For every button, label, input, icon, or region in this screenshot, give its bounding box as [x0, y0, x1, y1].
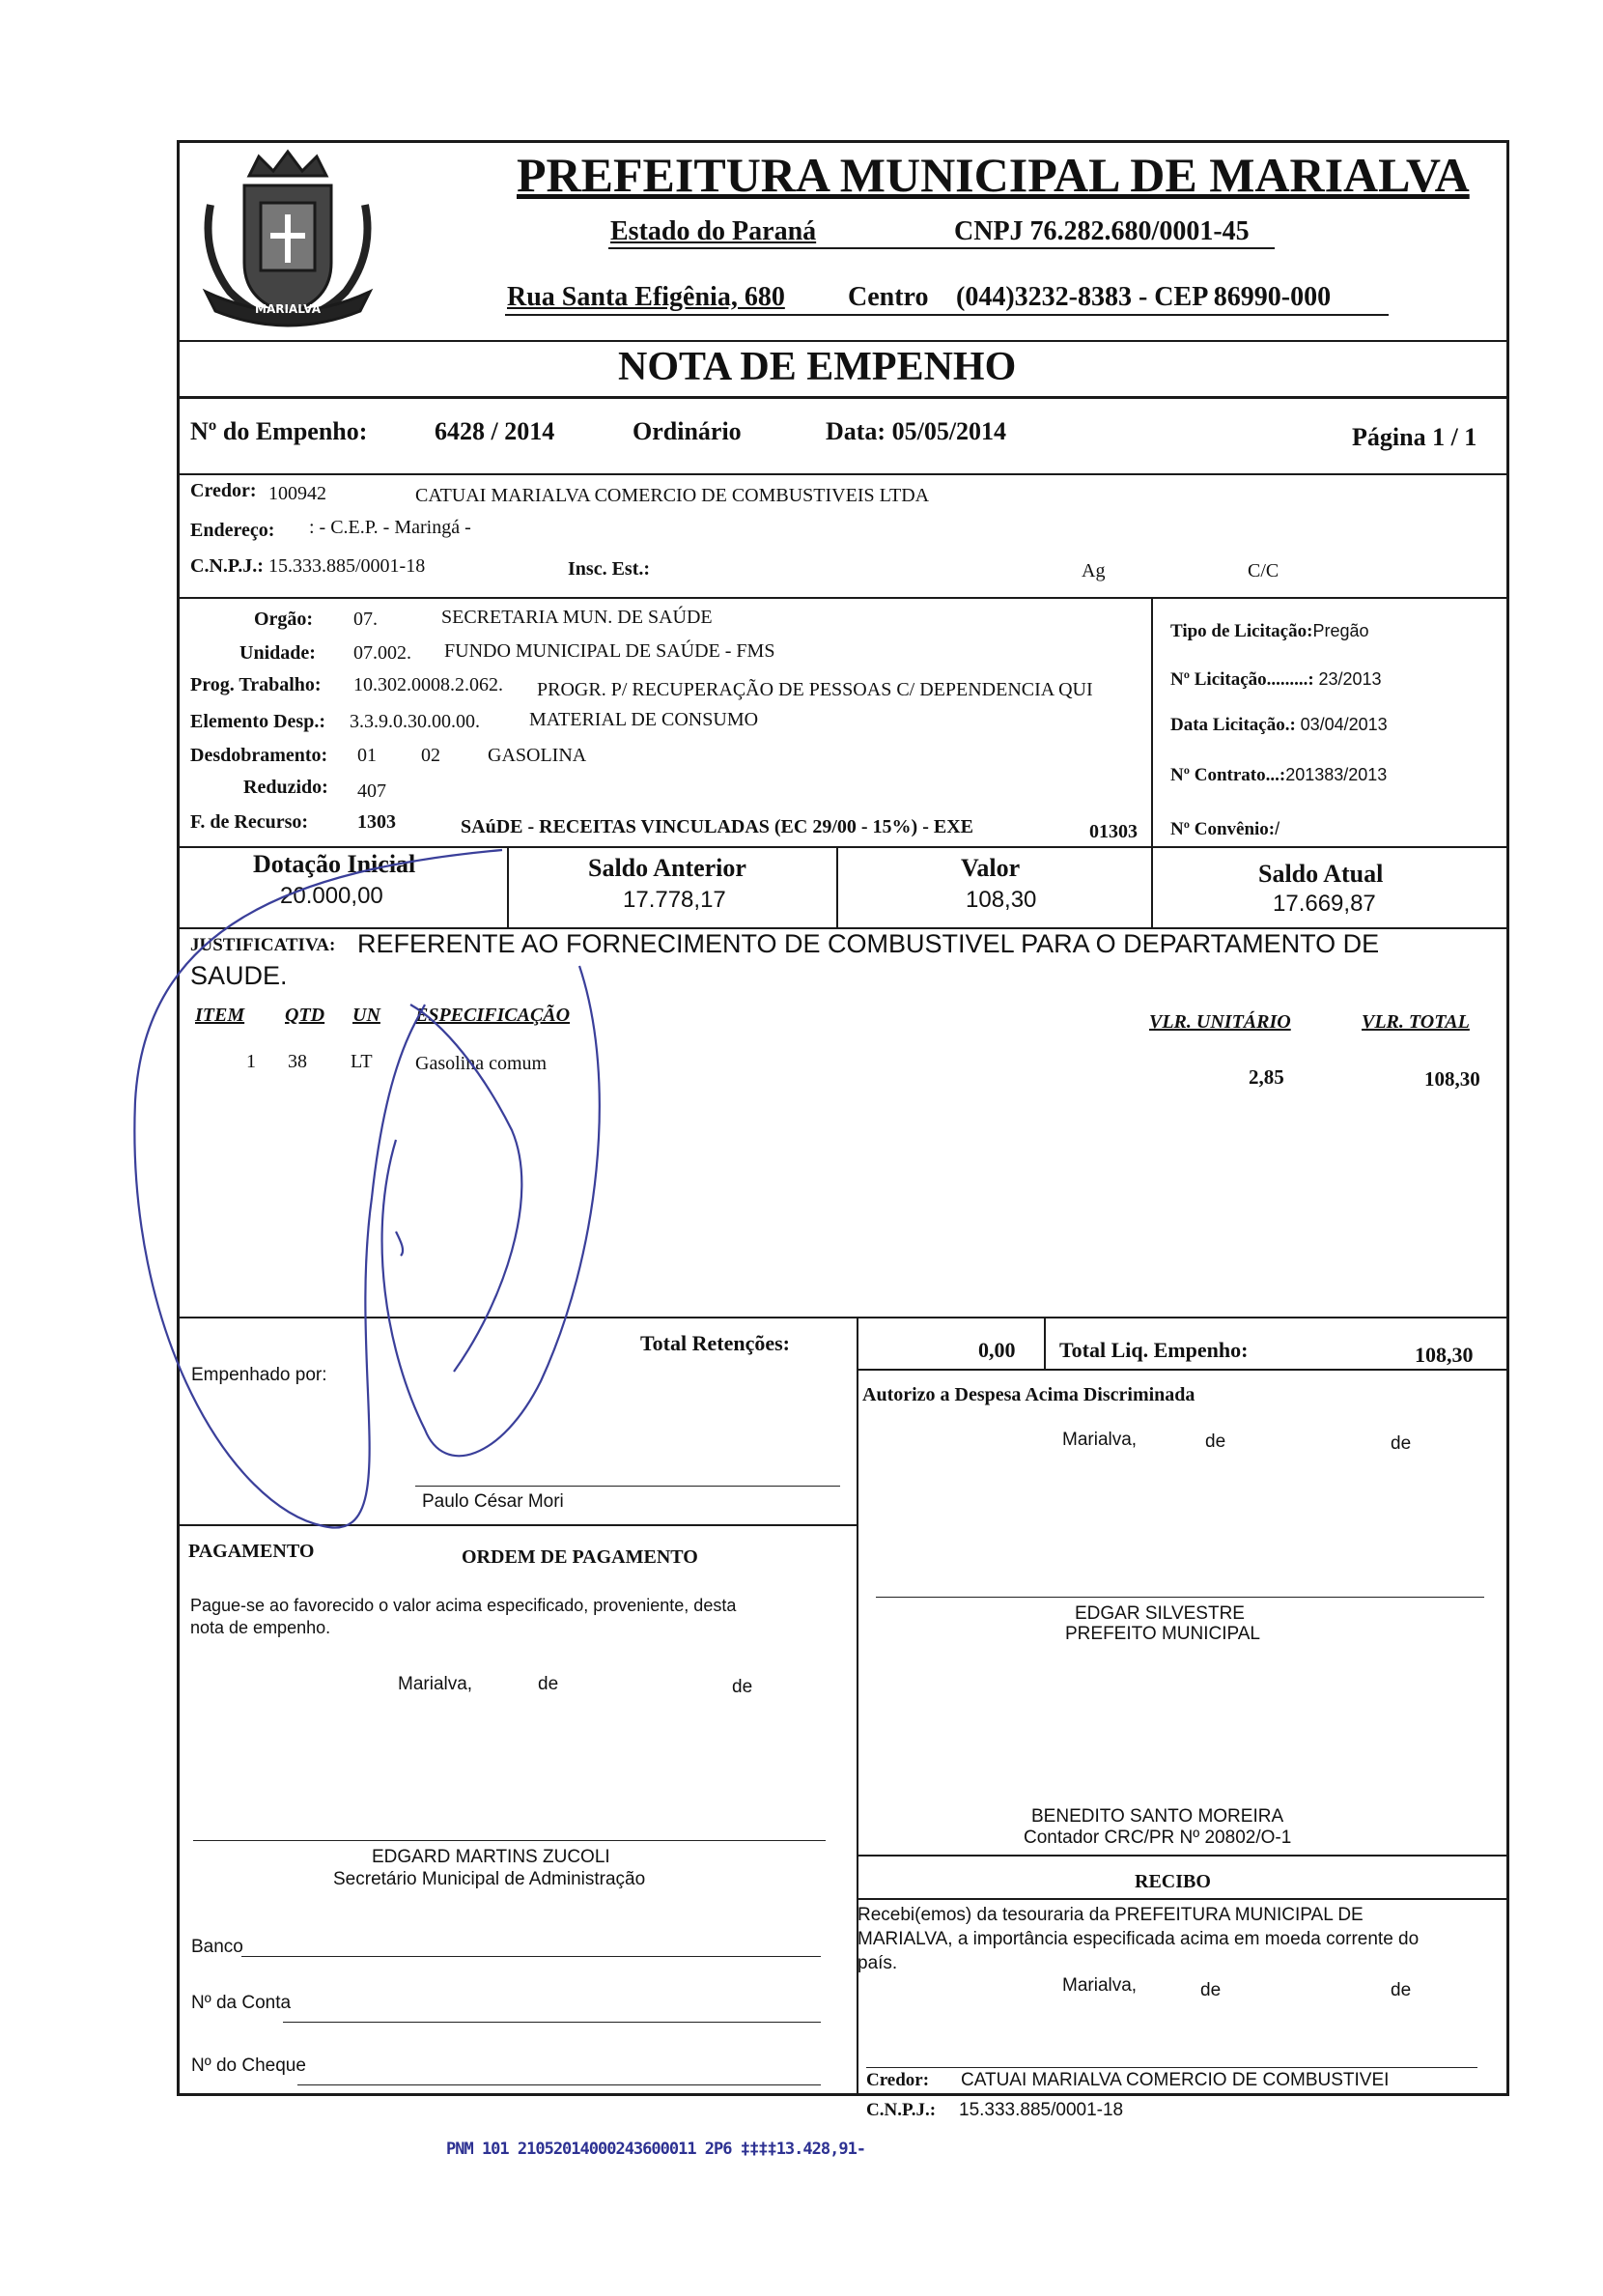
desdob-a: 01 — [357, 745, 377, 766]
data-licitacao-value: 03/04/2013 — [1300, 715, 1388, 734]
retencoes-label: Total Retenções: — [640, 1331, 790, 1355]
empenho-date: Data: 05/05/2014 — [826, 417, 1007, 445]
municipal-crest — [191, 147, 384, 330]
page-number: Página 1 / 1 — [1352, 423, 1477, 451]
banco-line — [241, 1956, 821, 1957]
pagamento-text-2: nota de empenho. — [190, 1618, 331, 1637]
contador-role: Contador CRC/PR Nº 20802/O-1 — [1024, 1828, 1292, 1848]
address: Rua Santa Efigênia, 680 — [507, 282, 785, 312]
saldo-anterior-value: 17.778,17 — [623, 887, 726, 913]
lower-center-divider — [857, 1369, 858, 2096]
cnpj-value: 15.333.885/0001-18 — [268, 555, 426, 577]
divider-title-top — [177, 340, 1509, 342]
cc-label: C/C — [1248, 560, 1280, 581]
secretario-signature-line — [193, 1840, 826, 1841]
prefeito-signature-line — [876, 1597, 1484, 1598]
autorizo-text: Autorizo a Despesa Acima Discriminada — [862, 1384, 1195, 1405]
secretario-role: Secretário Municipal de Administração — [333, 1869, 646, 1889]
elemento-code: 3.3.9.0.30.00.00. — [350, 711, 480, 732]
num-licitacao-label: Nº Licitação.........: — [1170, 669, 1314, 690]
unidade-code: 07.002. — [353, 642, 411, 664]
elemento-label: Elemento Desp.: — [190, 711, 325, 732]
item-number: 1 — [246, 1051, 256, 1072]
secretario-name: EDGARD MARTINS ZUCOLI — [372, 1847, 610, 1867]
pagamento-de-1: de — [538, 1674, 559, 1694]
saldo-anterior-label: Saldo Anterior — [588, 854, 746, 882]
recibo-line-3: país. — [858, 1953, 898, 1973]
orgao-name: SECRETARIA MUN. DE SAÚDE — [441, 607, 713, 628]
recibo-city: Marialva, — [1062, 1975, 1138, 1996]
elemento-name: MATERIAL DE CONSUMO — [529, 709, 759, 730]
data-licitacao-label: Data Licitação.: — [1170, 715, 1296, 735]
empenhado-signature-line — [415, 1486, 840, 1487]
pagamento-city: Marialva, — [398, 1674, 473, 1694]
recurso-code-2: 01303 — [1089, 821, 1138, 842]
prog-label: Prog. Trabalho: — [190, 674, 322, 695]
empenho-label: Nº do Empenho: — [190, 417, 368, 445]
recurso-label: F. de Recurso: — [190, 811, 309, 833]
dotacao-inicial-value: 20.000,00 — [280, 883, 383, 909]
data-licitacao — [1170, 715, 1388, 736]
recibo-line-1: Recebi(emos) da tesouraria da PREFEITURA MUNICIPAL DE — [858, 1905, 1364, 1925]
crest-text: MARIALVA — [255, 302, 321, 316]
liq-label: Total Liq. Empenho: — [1059, 1338, 1249, 1362]
reduzido-value: 407 — [357, 780, 386, 802]
recibo-de-2: de — [1391, 1980, 1412, 2000]
saldo-atual-value: 17.669,87 — [1273, 891, 1376, 917]
valor-value: 108,30 — [966, 887, 1037, 913]
prog-code: 10.302.0008.2.062. — [353, 674, 503, 695]
doc-title: NOTA DE EMPENHO — [618, 345, 1017, 389]
justificativa-line1: REFERENTE AO FORNECIMENTO DE COMBUSTIVEL PARA O DEPARTAMENTO DE — [357, 929, 1380, 958]
cnpj-header: CNPJ 76.282.680/0001-45 — [954, 216, 1250, 246]
pagamento-label: PAGAMENTO — [188, 1541, 315, 1562]
banco-label: Banco — [191, 1937, 243, 1957]
item-qtd: 38 — [288, 1051, 307, 1072]
footer-cnpj-label: C.N.P.J.: — [866, 2100, 937, 2120]
dotacao-inicial-label: Dotação Inicial — [253, 850, 416, 878]
col-spec: ESPECIFICAÇÃO — [415, 1005, 571, 1026]
empenho-number: 6428 / 2014 — [435, 417, 555, 445]
ag-label: Ag — [1082, 560, 1106, 581]
col-item: ITEM — [195, 1005, 245, 1026]
divider-totals-bottom — [857, 1369, 1509, 1371]
footer-credor-name: CATUAI MARIALVA COMERCIO DE COMBUSTIVEI — [961, 2070, 1390, 2090]
pagamento-text-1: Pague-se ao favorecido o valor acima especificado, proveniente, desta — [190, 1596, 737, 1615]
address-underline — [505, 314, 1389, 316]
unidade-name: FUNDO MUNICIPAL DE SAÚDE - FMS — [444, 640, 775, 662]
credor-label: Credor: — [190, 480, 257, 501]
empenhado-label: Empenhado por: — [191, 1365, 327, 1385]
convenio — [1170, 819, 1280, 840]
recibo-de-1: de — [1200, 1980, 1222, 2000]
desdob-b: 02 — [421, 745, 440, 766]
saldo-atual-label: Saldo Atual — [1258, 860, 1384, 888]
recibo-signature-line — [866, 2067, 1477, 2068]
tipo-licitacao-value: Pregão — [1312, 621, 1369, 640]
num-licitacao-value: 23/2013 — [1318, 669, 1382, 689]
insc-label: Insc. Est.: — [568, 558, 651, 580]
recurso-code: 1303 — [357, 811, 396, 833]
divider-title-bottom — [177, 396, 1509, 399]
divider-saldos-top — [177, 846, 1509, 848]
totals-sep-2 — [1044, 1317, 1046, 1370]
footer-cnpj-value: 15.333.885/0001-18 — [959, 2100, 1124, 2120]
prog-name: PROGR. P/ RECUPERAÇÃO DE PESSOAS C/ DEPENDENCIA QUI — [537, 679, 1093, 700]
divider-recibo-title — [857, 1898, 1509, 1900]
item-un: LT — [351, 1051, 373, 1072]
valor-label: Valor — [961, 854, 1021, 882]
contrato — [1170, 765, 1387, 786]
cnpj-label: C.N.P.J.: — [190, 555, 264, 577]
footer-credor-label: Credor: — [866, 2070, 930, 2090]
totals-sep-1 — [857, 1317, 858, 1370]
contrato-label: Nº Contrato...: — [1170, 765, 1286, 785]
saldo-col-2 — [836, 846, 838, 928]
col-total-value: VLR. TOTAL — [1362, 1011, 1470, 1033]
divider-licitacao — [1151, 597, 1153, 848]
convenio-label: Nº Convênio: — [1170, 819, 1276, 839]
contrato-value: 201383/2013 — [1285, 765, 1388, 784]
recurso-name: SAúDE - RECEITAS VINCULADAS (EC 29/00 - 15%) - EXE — [461, 816, 973, 837]
pagamento-de-2: de — [732, 1677, 753, 1697]
divider-pagamento — [177, 1524, 857, 1526]
endereco-label: Endereço: — [190, 520, 275, 541]
orgao-label: Orgão: — [254, 609, 314, 630]
machine-authentication: PNM 101 21052014000243600011 2P6 ‡‡‡‡13.428,91- — [446, 2140, 866, 2159]
retencoes-value: 0,00 — [978, 1338, 1016, 1362]
item-spec: Gasolina comum — [415, 1053, 548, 1074]
liq-value: 108,30 — [1415, 1343, 1474, 1367]
col-un: UN — [352, 1005, 380, 1026]
state-label: Estado do Paraná — [610, 216, 817, 246]
unidade-label: Unidade: — [239, 642, 316, 664]
desdob-label: Desdobramento: — [190, 745, 328, 766]
prefeito-role: PREFEITO MUNICIPAL — [1065, 1624, 1260, 1644]
conta-label: Nº da Conta — [191, 1993, 292, 2013]
divider-totals-top — [177, 1317, 1509, 1318]
divider-recibo-top — [857, 1855, 1509, 1857]
autorizo-city: Marialva, — [1062, 1430, 1138, 1450]
tipo-licitacao-label-text: Tipo de Licitação: — [1170, 621, 1313, 641]
recibo-title: RECIBO — [1135, 1871, 1211, 1892]
desdob-name: GASOLINA — [488, 745, 587, 766]
credor-code: 100942 — [268, 483, 326, 504]
autorizo-de-2: de — [1391, 1433, 1412, 1454]
num-licitacao — [1170, 669, 1382, 691]
cheque-label: Nº do Cheque — [191, 2055, 306, 2076]
district: Centro — [848, 282, 929, 312]
phone-cep: (044)3232-8383 - CEP 86990-000 — [956, 282, 1332, 312]
tipo-licitacao-label — [1170, 621, 1368, 642]
recibo-line-2: MARIALVA, a importância especificada acima em moeda corrente do — [858, 1929, 1420, 1949]
autorizo-de-1: de — [1205, 1431, 1226, 1452]
credor-name: CATUAI MARIALVA COMERCIO DE COMBUSTIVEIS LTDA — [415, 485, 930, 506]
empenhado-name: Paulo César Mori — [422, 1491, 564, 1512]
divider-credor — [177, 597, 1509, 599]
endereco-value: : - C.E.P. - Maringá - — [309, 517, 471, 538]
prefeito-name: EDGAR SILVESTRE — [1075, 1603, 1245, 1624]
empenho-type: Ordinário — [633, 417, 742, 445]
page-title: PREFEITURA MUNICIPAL DE MARIALVA — [517, 148, 1470, 202]
saldo-col-1 — [507, 846, 509, 928]
divider-empenho — [177, 473, 1509, 475]
item-total-value: 108,30 — [1424, 1067, 1480, 1091]
state-underline — [608, 247, 1275, 249]
justificativa-line2: SAUDE. — [190, 961, 288, 990]
convenio-value: / — [1275, 819, 1280, 838]
conta-line — [283, 2022, 821, 2023]
cheque-line — [297, 2084, 821, 2085]
ordem-pagamento: ORDEM DE PAGAMENTO — [462, 1546, 698, 1568]
item-unit-value: 2,85 — [1249, 1065, 1284, 1089]
reduzido-label: Reduzido: — [243, 777, 328, 798]
col-unit-value: VLR. UNITÁRIO — [1149, 1011, 1291, 1033]
justificativa-label: JUSTIFICATIVA: — [190, 935, 336, 955]
orgao-code: 07. — [353, 609, 378, 630]
contador-name: BENEDITO SANTO MOREIRA — [1031, 1806, 1284, 1827]
col-qtd: QTD — [285, 1005, 325, 1026]
saldo-col-3 — [1151, 846, 1153, 928]
